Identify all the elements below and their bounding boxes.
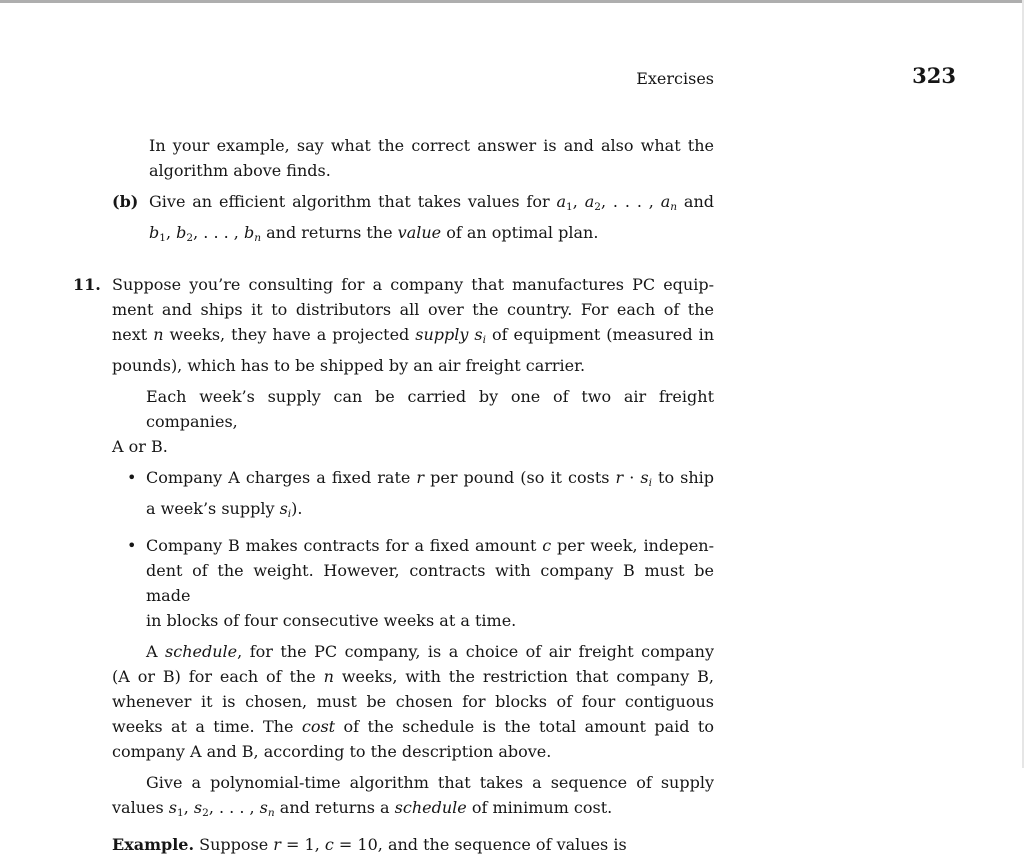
- text-line: Give an efficient algorithm that takes values for $a_1$, $a_2$, . . . , $a_n$ and: [149, 192, 715, 213]
- text-line: Each week’s supply can be carried by one of two air freight companies,: [146, 386, 714, 431]
- running-header-title: Exercises: [636, 69, 714, 88]
- bullet-company-a: [127, 465, 714, 527]
- text-line: Give a polynomial-time algorithm that takes a sequence of supply: [146, 772, 714, 792]
- text-line: A or B.: [112, 436, 168, 456]
- text-line: algorithm above finds.: [149, 161, 331, 180]
- text-line: whenever it is chosen, must be chosen for blocks of four contiguous: [112, 691, 714, 711]
- para-schedule-definition: [112, 639, 714, 764]
- text-line: ment and ships it to distributors all over the country. For each of the: [112, 299, 714, 319]
- item-b-label: (b): [112, 192, 139, 211]
- text-line: company A and B, according to the description above.: [112, 741, 552, 761]
- text-line: $b_1$, $b_2$, . . . , $b_n$ and returns the value of an optimal plan.: [149, 222, 599, 244]
- bullet-icon: •: [127, 467, 137, 487]
- text-column: [73, 133, 714, 857]
- text-line: in blocks of four consecutive weeks at a time.: [146, 610, 517, 630]
- text-line: a week’s supply $s_i$).: [146, 498, 303, 520]
- page-number: 323: [912, 63, 956, 88]
- text-line: values $s_1$, $s_2$, . . . , $s_n$ and returns a schedule of minimum cost.: [112, 797, 613, 819]
- text-line: • Company A charges a fixed rate r per pound (so it costs $r \cdot s_i$ to ship: [146, 465, 714, 496]
- text-line: pounds), which has to be shipped by an air freight carrier.: [112, 355, 586, 375]
- text-line: A schedule, for the PC company, is a choice of air freight company: [146, 641, 714, 661]
- text-line: weeks at a time. The cost of the schedule is the total amount paid to: [112, 716, 714, 736]
- para-give-algorithm: [112, 770, 714, 826]
- bullet-company-b: [127, 533, 714, 633]
- text-line: Example. Suppose r = 1, c = 10, and the sequence of values is: [112, 834, 627, 854]
- text-line: In your example, say what the correct answer is and also what the: [149, 136, 714, 155]
- para-example: [112, 832, 714, 857]
- bullet-icon: •: [127, 535, 137, 555]
- text-line: dent of the weight. However, contracts with company B must be made: [146, 560, 714, 605]
- exercise-item-11: [73, 272, 714, 378]
- text-line: • Company B makes contracts for a fixed amount c per week, indepen-: [146, 533, 714, 558]
- text-line: Suppose you’re consulting for a company that manufactures PC equip-: [112, 274, 714, 294]
- window-top-edge: [0, 0, 1024, 3]
- item-b: [112, 189, 715, 251]
- item-a-continuation: [149, 133, 714, 183]
- text-line: next n weeks, they have a projected supply $s_i$ of equipment (measured in: [112, 324, 714, 346]
- text-line: (A or B) for each of the n weeks, with the restriction that company B,: [112, 666, 714, 686]
- exercise-item-11-label: 11.: [73, 274, 101, 294]
- para-two-companies: [112, 384, 714, 459]
